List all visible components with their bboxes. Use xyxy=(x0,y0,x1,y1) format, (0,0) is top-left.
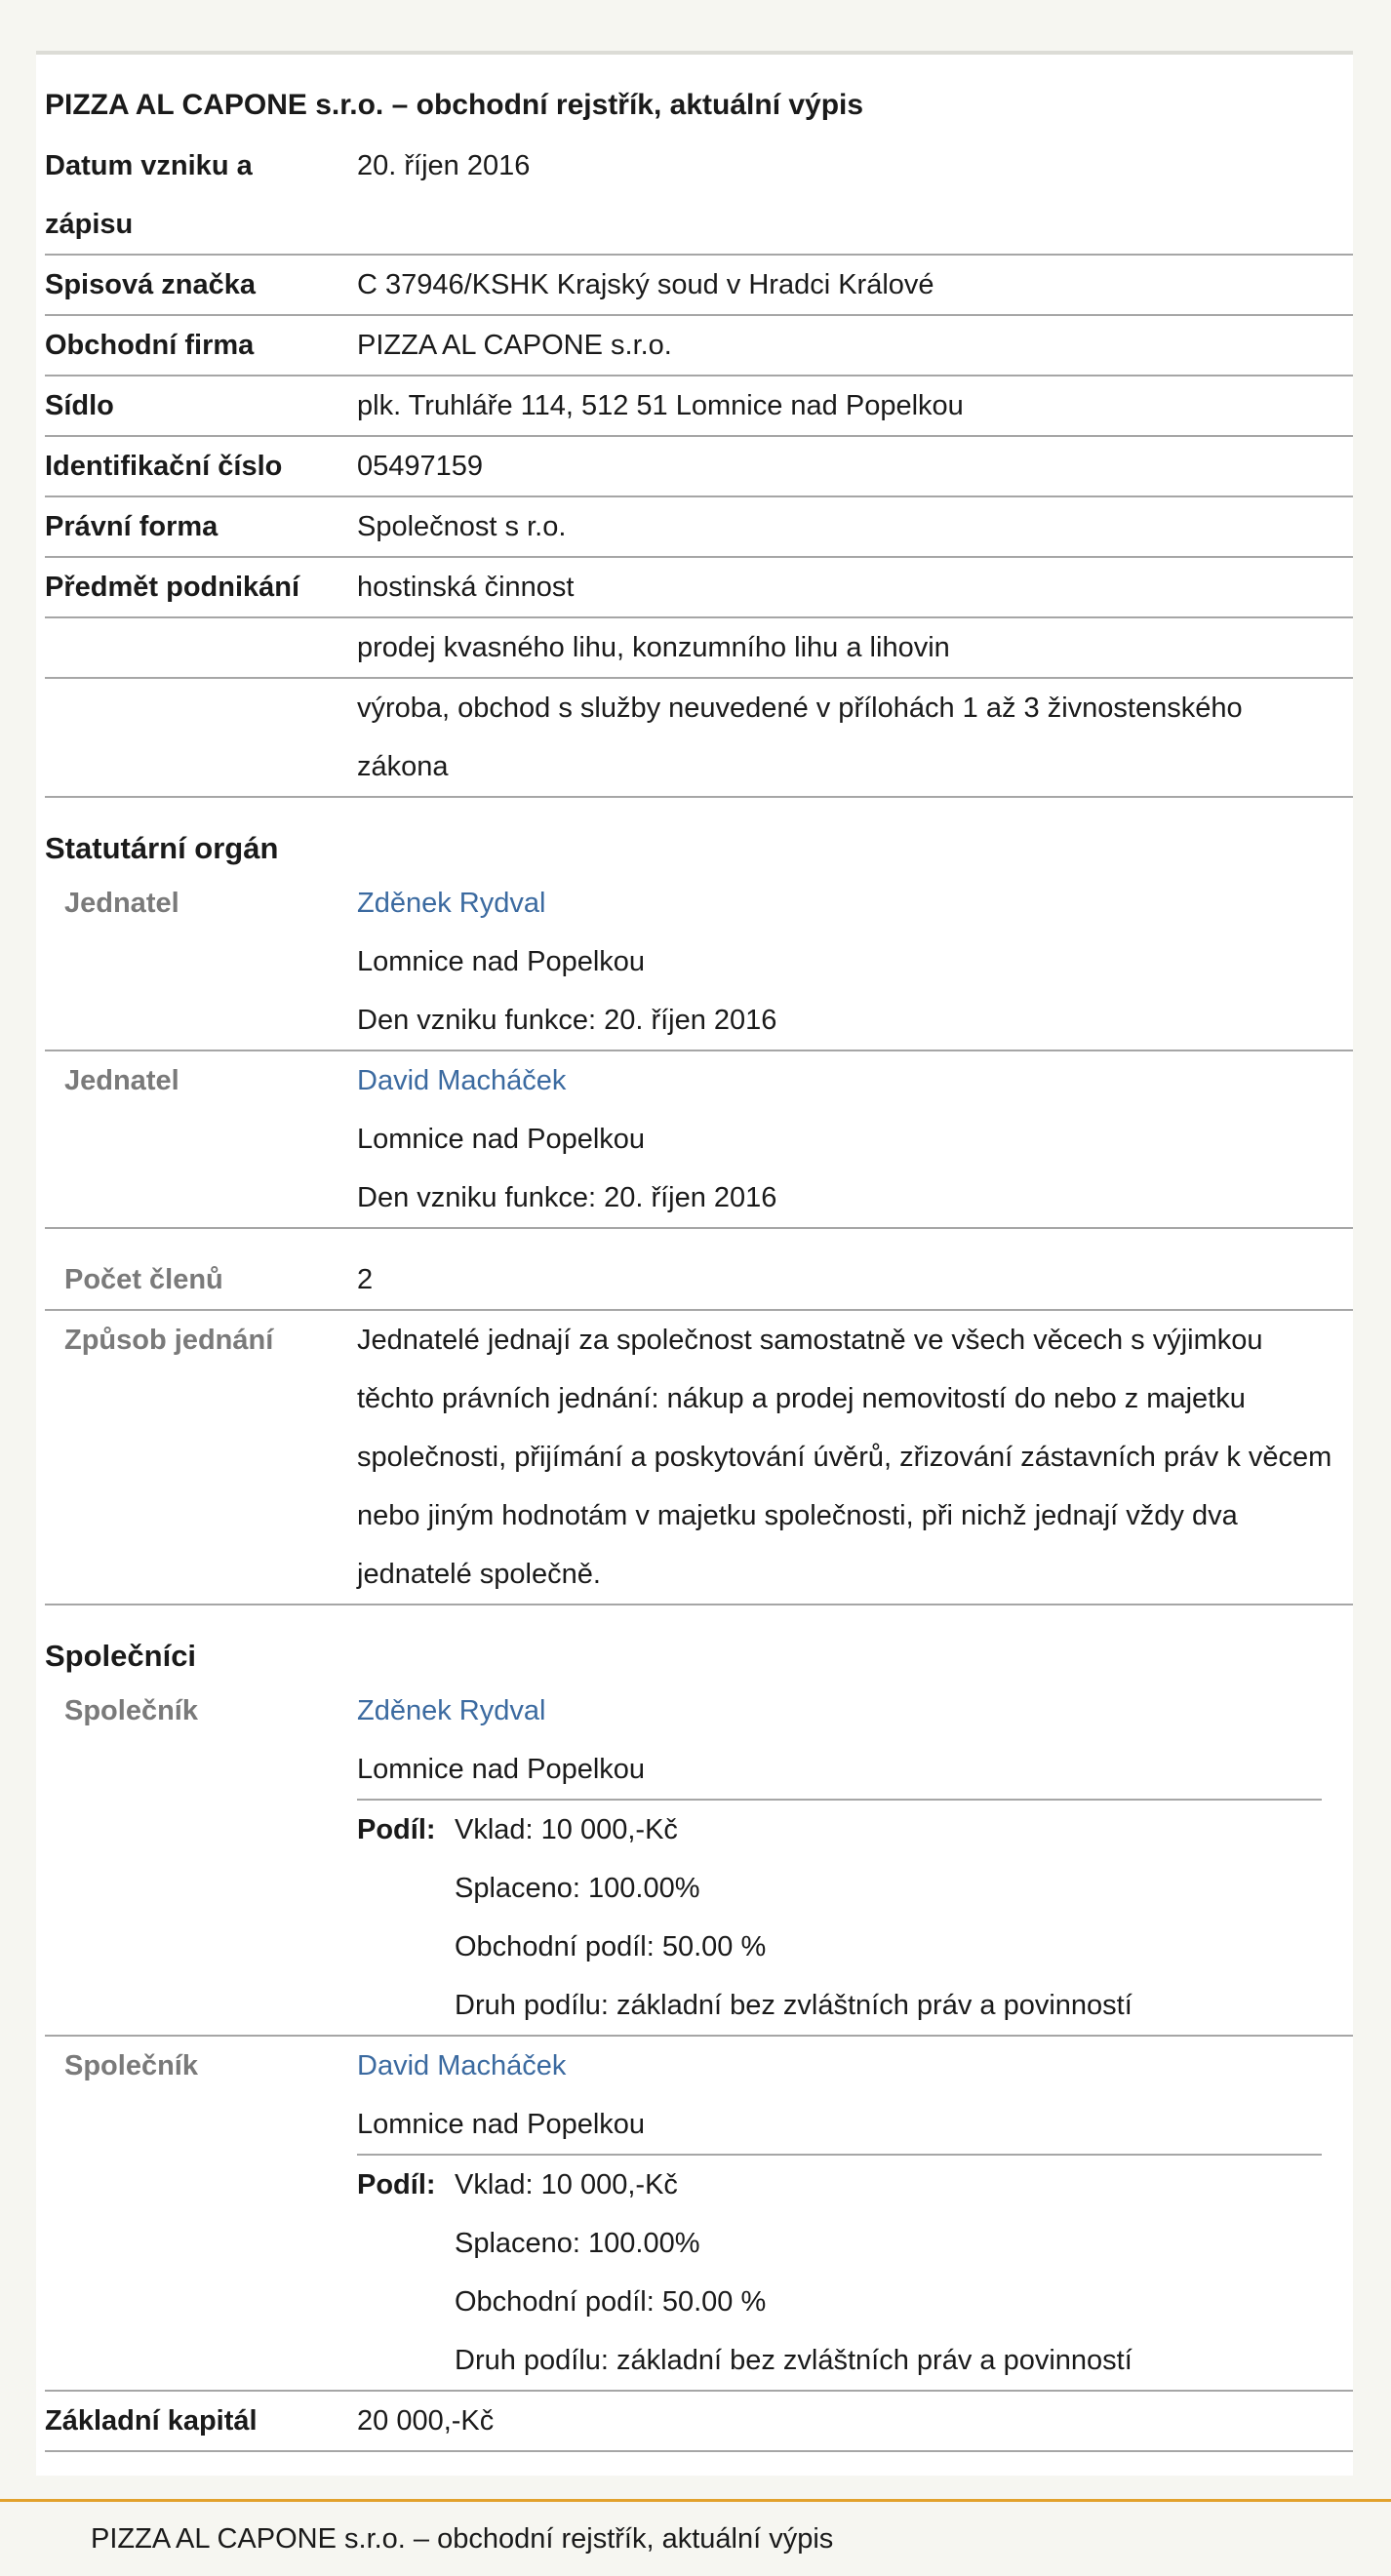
spisova-label: Spisová značka xyxy=(45,269,256,300)
predmet-item: hostinská činnost xyxy=(357,572,575,603)
kapital-label: Základní kapitál xyxy=(45,2405,258,2437)
member-role: Společník xyxy=(64,2050,198,2081)
row-ico xyxy=(45,437,1353,497)
datum-label: Datum vzniku a zápisu xyxy=(45,150,253,240)
zpusob-value: Jednatelé jednají za společnost samostatně ve všech věcech s výjimkou těchto právních jednání: nákup a prodej nemovitostí do nebo z majetku společnosti, přijímání a poskytování úvěrů, zřizování zástavních práv k věcem nebo jiným hodnotám v majetku společnosti, při nichž jednají vždy dva jednatelé společně. xyxy=(357,1325,1332,1590)
row-kapital xyxy=(45,2392,1353,2452)
zpusob-label: Způsob jednání xyxy=(64,1325,274,1356)
member-name-link[interactable]: David Macháček xyxy=(357,1065,567,1096)
spolecnik-member xyxy=(45,2037,1353,2392)
row-spisova xyxy=(45,256,1353,316)
splaceno-value: Splaceno: 100.00% xyxy=(455,1873,700,1904)
member-name-link[interactable]: Zděnek Rydval xyxy=(357,888,546,919)
vklad-value: Vklad: 10 000,-Kč xyxy=(455,2169,678,2200)
member-name-link[interactable]: David Macháček xyxy=(357,2050,567,2081)
ico-value: 05497159 xyxy=(357,451,484,482)
share-block xyxy=(357,2154,1322,2390)
row-sidlo xyxy=(45,376,1353,437)
spisova-value: C 37946/KSHK Krajský soud v Hradci Králové xyxy=(357,269,934,300)
spolecnik-member xyxy=(45,1682,1353,2037)
podil-label: Podíl: xyxy=(357,1814,436,1845)
row-datum xyxy=(45,137,1353,256)
page-title: PIZZA AL CAPONE s.r.o. – obchodní rejstřík, aktuální výpis xyxy=(45,89,864,121)
share-block xyxy=(357,1799,1322,2035)
spolecnici-heading: Společníci xyxy=(45,1639,197,1673)
row-zpusob xyxy=(45,1311,1353,1605)
register-extract xyxy=(36,51,1353,2476)
member-since: Den vzniku funkce: 20. říjen 2016 xyxy=(357,1182,777,1213)
statutar-heading: Statutární orgán xyxy=(45,831,279,865)
row-firma xyxy=(45,316,1353,376)
ico-label: Identifikační číslo xyxy=(45,451,283,482)
row-predmet-2 xyxy=(45,618,1353,679)
statutar-member xyxy=(45,874,1353,1051)
druh-podilu-value: Druh podílu: základní bez zvláštních práv a povinností xyxy=(455,1990,1133,2021)
row-pocet xyxy=(45,1229,1353,1311)
predmet-item: prodej kvasného lihu, konzumního lihu a lihovin xyxy=(357,632,950,663)
predmet-item: výroba, obchod s služby neuvedené v přílohách 1 až 3 živnostenského zákona xyxy=(357,693,1243,782)
druh-podilu-value: Druh podílu: základní bez zvláštních práv a povinností xyxy=(455,2345,1133,2376)
member-name-link[interactable]: Zděnek Rydval xyxy=(357,1695,546,1726)
member-place: Lomnice nad Popelkou xyxy=(357,2109,646,2140)
firma-value: PIZZA AL CAPONE s.r.o. xyxy=(357,330,672,361)
obchodni-podil-value: Obchodní podíl: 50.00 % xyxy=(455,2286,767,2318)
member-since: Den vzniku funkce: 20. říjen 2016 xyxy=(357,1005,777,1036)
member-place: Lomnice nad Popelkou xyxy=(357,946,646,977)
sidlo-label: Sídlo xyxy=(45,390,114,421)
footer-text: PIZZA AL CAPONE s.r.o. – obchodní rejstřík, aktuální výpis xyxy=(91,2523,834,2555)
forma-label: Právní forma xyxy=(45,511,219,542)
obchodni-podil-value: Obchodní podíl: 50.00 % xyxy=(455,1931,767,1962)
row-predmet-3 xyxy=(45,679,1353,798)
row-forma xyxy=(45,497,1353,558)
kapital-value: 20 000,-Kč xyxy=(357,2405,495,2437)
vklad-value: Vklad: 10 000,-Kč xyxy=(455,1814,678,1845)
member-role: Jednatel xyxy=(64,888,179,919)
statutar-member xyxy=(45,1051,1353,1229)
member-role: Jednatel xyxy=(64,1065,179,1096)
member-place: Lomnice nad Popelkou xyxy=(357,1124,646,1155)
row-predmet-1 xyxy=(45,558,1353,618)
splaceno-value: Splaceno: 100.00% xyxy=(455,2228,700,2259)
predmet-label: Předmět podnikání xyxy=(45,572,300,603)
datum-value: 20. říjen 2016 xyxy=(357,150,531,181)
podil-label: Podíl: xyxy=(357,2169,436,2200)
sidlo-value: plk. Truhláře 114, 512 51 Lomnice nad Popelkou xyxy=(357,390,964,421)
member-place: Lomnice nad Popelkou xyxy=(357,1754,646,1785)
forma-value: Společnost s r.o. xyxy=(357,511,567,542)
firma-label: Obchodní firma xyxy=(45,330,255,361)
member-role: Společník xyxy=(64,1695,198,1726)
footer xyxy=(0,2499,1391,2576)
pocet-label: Počet členů xyxy=(64,1264,223,1295)
pocet-value: 2 xyxy=(357,1264,374,1295)
